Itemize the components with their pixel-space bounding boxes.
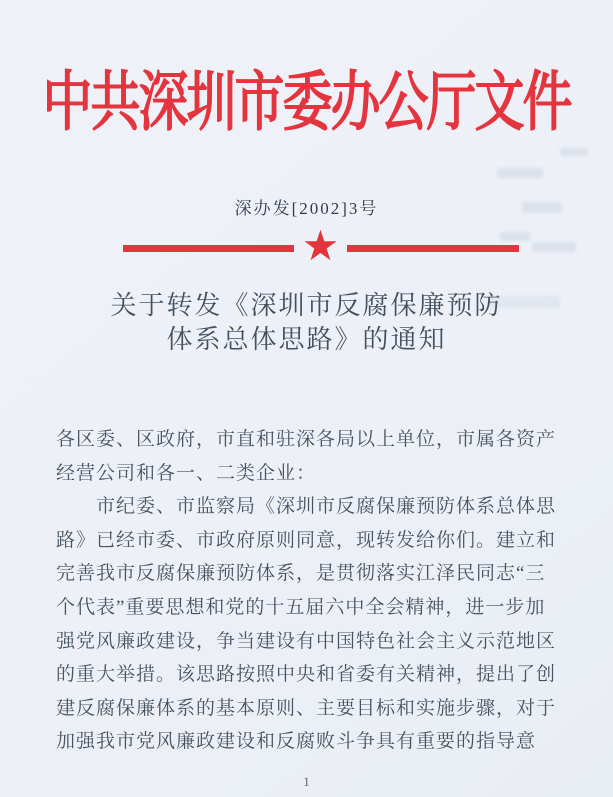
body-line: 强党风廉政建设，争当建设有中国特色社会主义示范地区 — [56, 630, 557, 652]
bleedthrough-mark — [497, 168, 543, 178]
body-line-addressees-2: 经营公司和各一、二类企业： — [56, 462, 317, 484]
body-line: 完善我市反腐保廉预防体系，是贯彻落实江泽民同志“三 — [56, 563, 546, 585]
body-line: 加强我市党风廉政建设和反腐败斗争具有重要的指导意 — [56, 731, 537, 753]
body-line: 的重大举措。该思路按照中央和省委有关精神，提出了创 — [56, 664, 557, 686]
document-title-line2: 体系总体思路》的通知 — [166, 325, 447, 354]
body-line-addressees-1: 各区委、区政府，市直和驻深各局以上单位，市属各资产 — [56, 429, 557, 450]
bleedthrough-mark — [560, 148, 588, 156]
bleedthrough-mark — [532, 242, 576, 252]
body-line: 市纪委、市监察局《深圳市反腐保廉预防体系总体思 — [96, 496, 557, 518]
divider-line-left — [123, 245, 294, 252]
star-icon: ★ — [301, 223, 340, 270]
bleedthrough-mark — [488, 296, 560, 308]
red-divider — [123, 223, 519, 270]
bleedthrough-mark — [500, 232, 530, 241]
document-title-line1: 关于转发《深圳市反腐保廉预防 — [110, 291, 503, 320]
document-body — [56, 423, 562, 759]
divider-line-right — [347, 245, 518, 252]
bleedthrough-mark — [522, 202, 562, 213]
body-line: 个代表”重要思想和党的十五届六中全会精神，进一步加 — [56, 596, 546, 618]
document-number: 深办发[2002]3号 — [234, 199, 379, 218]
page-number: 1 — [303, 774, 310, 789]
document-header-title: 中共深圳市委办公厅文件 — [42, 65, 571, 139]
body-line: 路》已经市委、市政府原则同意，现转发给你们。建立和 — [56, 529, 557, 551]
body-line: 建反腐保廉体系的基本原则、主要目标和实施步骤，对于 — [56, 697, 557, 719]
